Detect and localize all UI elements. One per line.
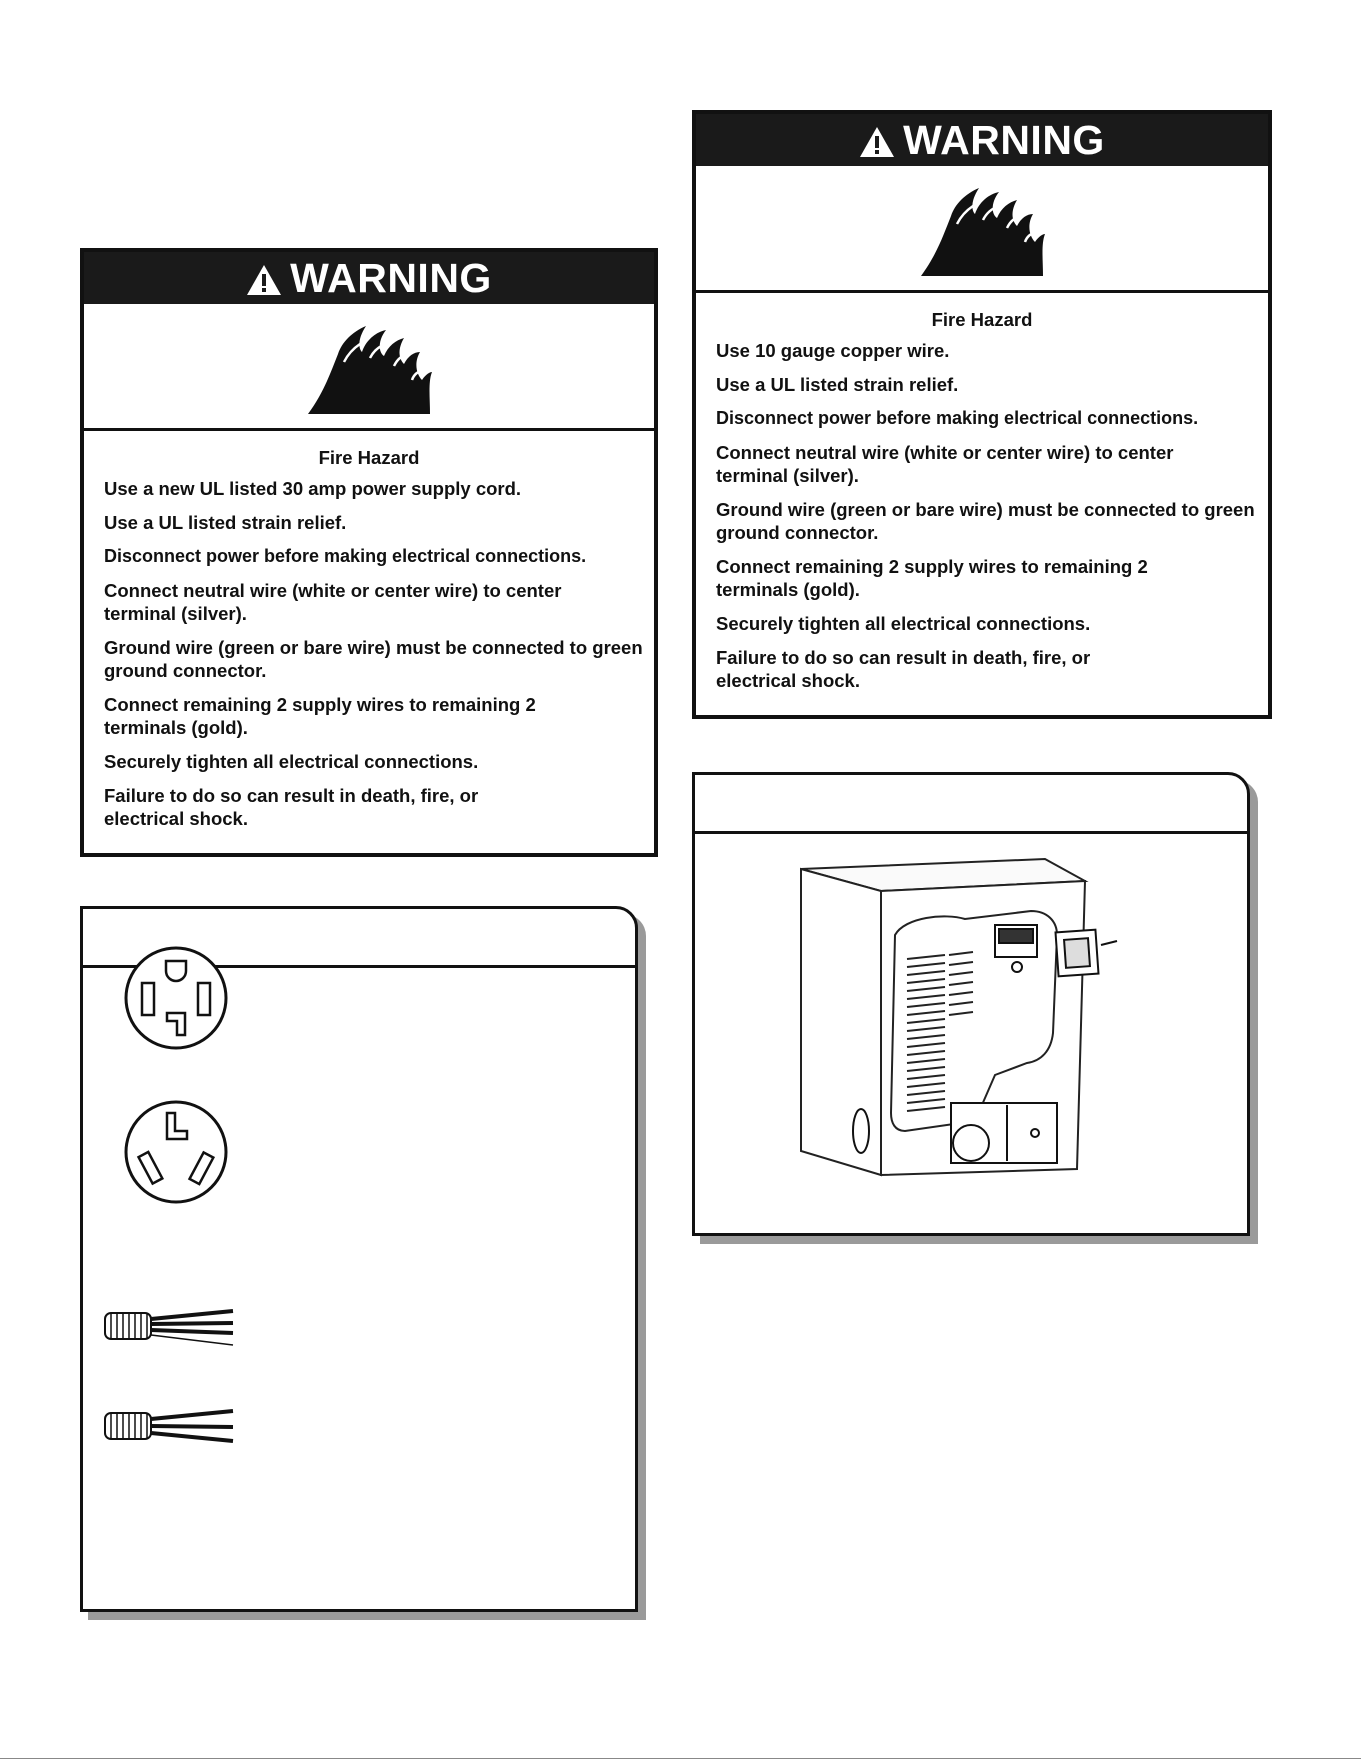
warning-line: Securely tighten all electrical connections.	[716, 613, 1091, 634]
fire-icon-panel	[84, 304, 654, 431]
panel-caption-bar	[695, 775, 1247, 834]
warning-line: Use 10 gauge copper wire.	[716, 340, 950, 361]
three-wire-outlet-icon	[121, 1097, 231, 1207]
warning-line: Failure to do so can result in death, fire, or electrical shock.	[716, 647, 1091, 691]
warning-line: Ground wire (green or bare wire) must be connected to green ground connector.	[104, 637, 643, 681]
warning-box-right	[692, 110, 1272, 719]
warning-line: Connect neutral wire (white or center wire) to center terminal (silver).	[104, 580, 562, 624]
three-wire-cable-icon	[101, 1399, 241, 1459]
warning-triangle-icon	[859, 118, 895, 170]
warning-line: Connect remaining 2 supply wires to remaining 2 terminals (gold).	[716, 556, 1148, 600]
dryer-rear-panel	[692, 772, 1250, 1236]
warning-line: Connect remaining 2 supply wires to remaining 2 terminals (gold).	[104, 694, 536, 738]
warning-line: Disconnect power before making electrical connections.	[716, 408, 1199, 428]
warning-line: Use a UL listed strain relief.	[104, 512, 347, 533]
warning-header	[84, 252, 654, 304]
dryer-rear-illustration	[795, 855, 1155, 1185]
fire-icon-panel	[696, 166, 1268, 293]
warning-line: Securely tighten all electrical connections.	[104, 751, 479, 772]
connection-types-panel	[80, 906, 638, 1612]
warning-line: Disconnect power before making electrical connections.	[104, 546, 587, 566]
four-wire-outlet-icon	[121, 943, 231, 1053]
warning-line: Use a new UL listed 30 amp power supply cord.	[104, 478, 522, 499]
warning-header-text: WARNING	[903, 117, 1105, 163]
hazard-title: Fire Hazard	[318, 447, 420, 468]
warning-line: Failure to do so can result in death, fire, or electrical shock.	[104, 785, 479, 829]
warning-header	[696, 114, 1268, 166]
warning-header-text: WARNING	[290, 255, 492, 301]
fire-icon	[917, 184, 1047, 280]
four-wire-cable-icon	[101, 1299, 241, 1359]
warning-line: Use a UL listed strain relief.	[716, 374, 959, 395]
fire-icon	[304, 322, 434, 418]
warning-line: Connect neutral wire (white or center wire) to center terminal (silver).	[716, 442, 1174, 486]
warning-triangle-icon	[246, 256, 282, 308]
hazard-title: Fire Hazard	[931, 309, 1033, 330]
warning-line: Ground wire (green or bare wire) must be connected to green ground connector.	[716, 499, 1255, 543]
warning-box-left	[80, 248, 658, 857]
page-footer-line	[0, 1758, 1361, 1759]
